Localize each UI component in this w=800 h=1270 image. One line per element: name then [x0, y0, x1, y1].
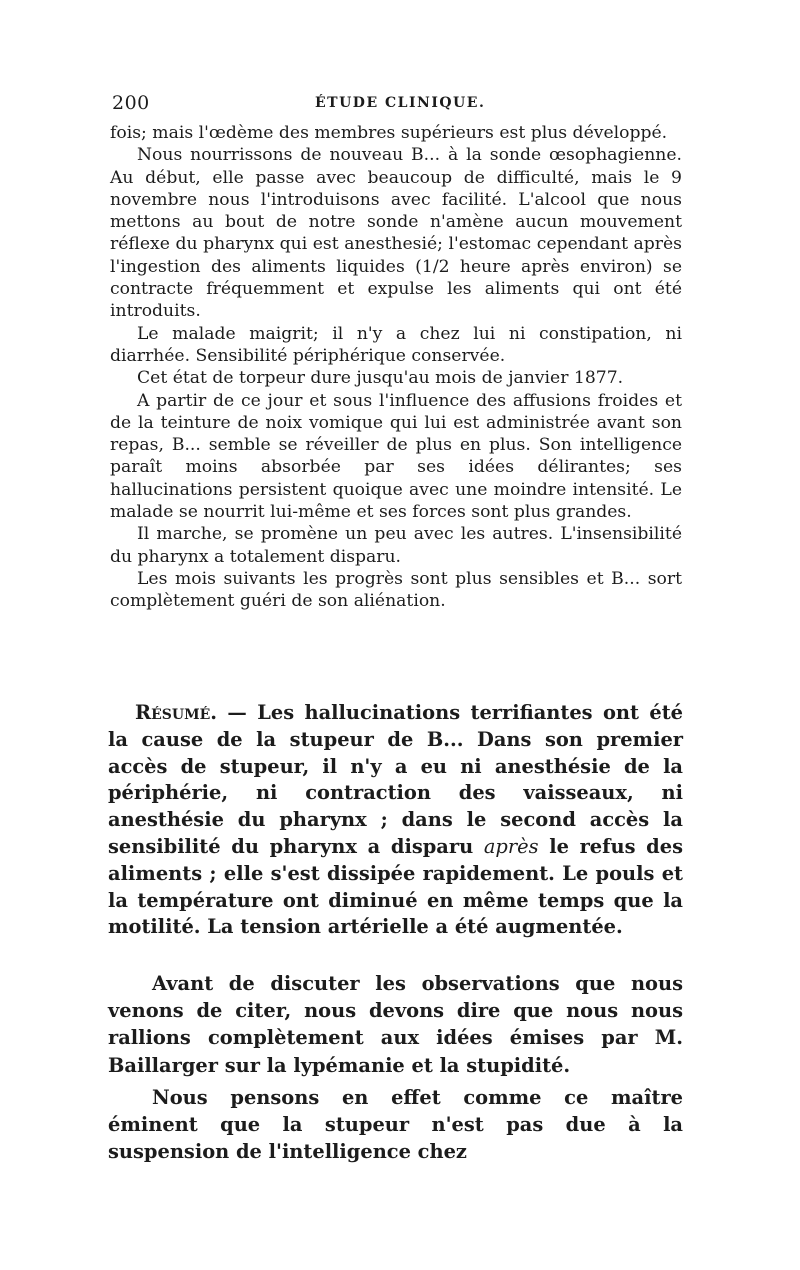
- paragraph: Il marche, se promène un peu avec les autres. L'insensibilité du pharynx a totalement disparu.: [110, 524, 682, 567]
- observation-text: [110, 122, 682, 613]
- summary-text: — Les hallucinations terrifiantes ont été la cause de la stupeur de B... Dans son premier accès de stupeur, il n'y a eu ni anesthésie de la périphérie, ni contraction des vaisseaux, ni anesthésie du pharynx ; dans le second accès la sensibilité du pharynx a disparu: [108, 701, 683, 858]
- page-number: 200: [112, 92, 150, 114]
- running-title: ÉTUDE CLINIQUE.: [315, 95, 486, 111]
- summary-label: Résumé.: [135, 701, 218, 724]
- paragraph: Nous pensons en effet comme ce maître éminent que la stupeur n'est pas due à la suspension de l'intelligence chez: [108, 1085, 683, 1164]
- discussion-section: [108, 970, 683, 1165]
- paragraph: fois; mais l'œdème des membres supérieurs est plus développé.: [110, 123, 668, 143]
- running-head: [110, 92, 680, 116]
- summary-italic: après: [483, 834, 539, 858]
- paragraph: A partir de ce jour et sous l'influence des affusions froides et de la teinture de noix vomique qui lui est administrée avant son repas, B... semble se réveiller de plus en plus. Son intelligence paraît moins absorbée par ses idées délirantes; ses hallucinations persistent quoique avec une moindre intensité. Le malade se nourrit lui-même et ses forces sont plus grandes.: [110, 390, 682, 523]
- summary-paragraph: [108, 700, 683, 941]
- summary-section: [108, 700, 683, 941]
- paragraph: Avant de discuter les observations que nous venons de citer, nous devons dire que nous nous rallions complètement aux idées émises par M. Baillarger sur la lypémanie et la stupidité.: [108, 972, 683, 1077]
- paragraph: Cet état de torpeur dure jusqu'au mois de janvier 1877.: [137, 368, 624, 389]
- summary-text-end: le refus des aliments ; elle s'est dissipée rapidement. Le pouls et la température ont diminué en même temps que la motilité. La tension artérielle a été augmentée.: [108, 834, 683, 939]
- paragraph: Les mois suivants les progrès sont plus sensibles et B... sort complètement guéri de son aliénation.: [110, 568, 682, 612]
- paragraph: Le malade maigrit; il n'y a chez lui ni constipation, ni diarrhée. Sensibilité périphérique conservée.: [110, 323, 682, 366]
- paragraph: Nous nourrissons de nouveau B... à la sonde œsophagienne. Au début, elle passe avec beaucoup de difficulté, mais le 9 novembre nous l'introduisons avec facilité. L'alcool que nous mettons au bout de notre sonde n'amène aucun mouvement réflexe du pharynx qui est anesthesié; l'estomac cependant après l'ingestion des aliments liquides (1/2 heure après environ) se contracte fréquemment et expulse les aliments qui ont été introduits.: [110, 145, 682, 322]
